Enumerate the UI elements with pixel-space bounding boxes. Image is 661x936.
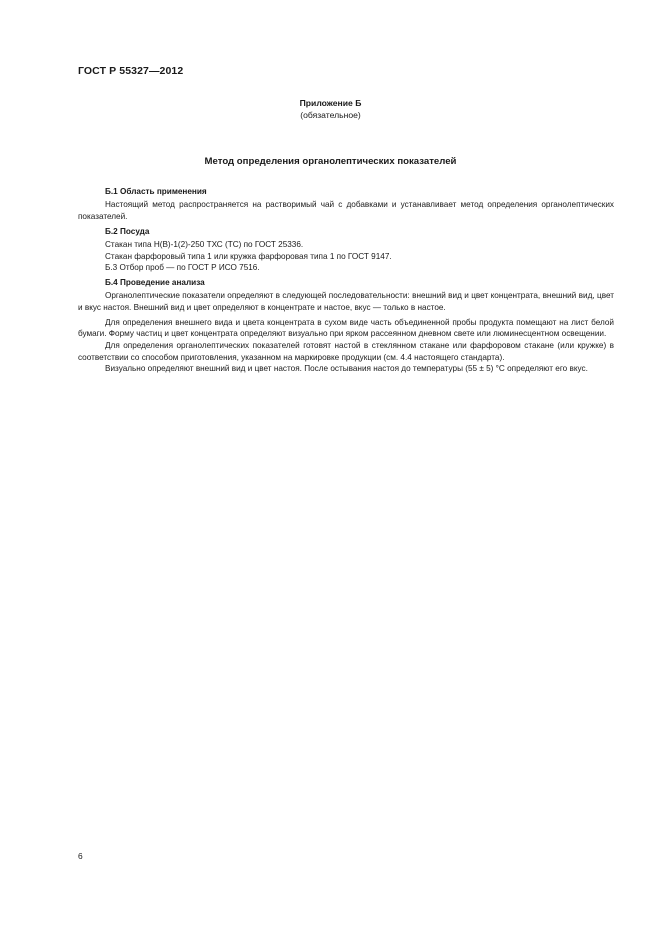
section-b3-text: Б.3 Отбор проб — по ГОСТ Р ИСО 7516. <box>105 263 260 273</box>
document-body <box>78 186 614 375</box>
paragraph: Настоящий метод распространяется на растворимый чай с добавками и устанавливает метод определения органолептических показателей. <box>78 200 614 221</box>
paragraph: Органолептические показатели определяют в следующей последовательности: внешний вид и цвет концентрата, внешний вид, цвет и вкус настоя. Внешний вид и цвет определяют в концентрате и настое, вкус — только в настое. <box>78 291 614 312</box>
standard-header: ГОСТ Р 55327—2012 <box>78 65 184 77</box>
page-title: Метод определения органолептических показателей <box>204 156 457 167</box>
paragraph: Стакан типа Н(В)-1(2)-250 ТХС (ТС) по ГОСТ 25336. <box>105 239 304 249</box>
paragraph: Визуально определяют внешний вид и цвет настоя. После остывания настоя до температуры (55 ± 5) °С определяют его вкус. <box>105 364 588 374</box>
paragraph: Для определения внешнего вида и цвета концентрата в сухом виде часть объединенной пробы продукта помещают на лист белой бумаги. Форму частиц и цвет концентрата определяют визуально при ярком рассеянном дневном свете или люминесцентном освещении. <box>78 317 614 339</box>
paragraph: Для определения органолептических показателей готовят настой в стеклянном стакане или фарфоровом стакане (или кружке) в соответствии со способом приготовления, указанном на маркировке продукции (см. 4.4 настоящего стандарта). <box>78 340 614 362</box>
section-heading-b2: Б.2 Посуда <box>105 226 150 236</box>
section-heading-b4: Б.4 Проведение анализа <box>105 277 205 287</box>
section-heading-b1: Б.1 Область применения <box>105 187 207 196</box>
appendix-label <box>0 98 661 121</box>
paragraph: Стакан фарфоровый типа 1 или кружка фарфоровая типа 1 по ГОСТ 9147. <box>105 251 392 261</box>
appendix-status: (обязательное) <box>300 109 361 120</box>
page-number: 6 <box>78 851 83 861</box>
appendix-title: Приложение Б <box>299 98 362 108</box>
